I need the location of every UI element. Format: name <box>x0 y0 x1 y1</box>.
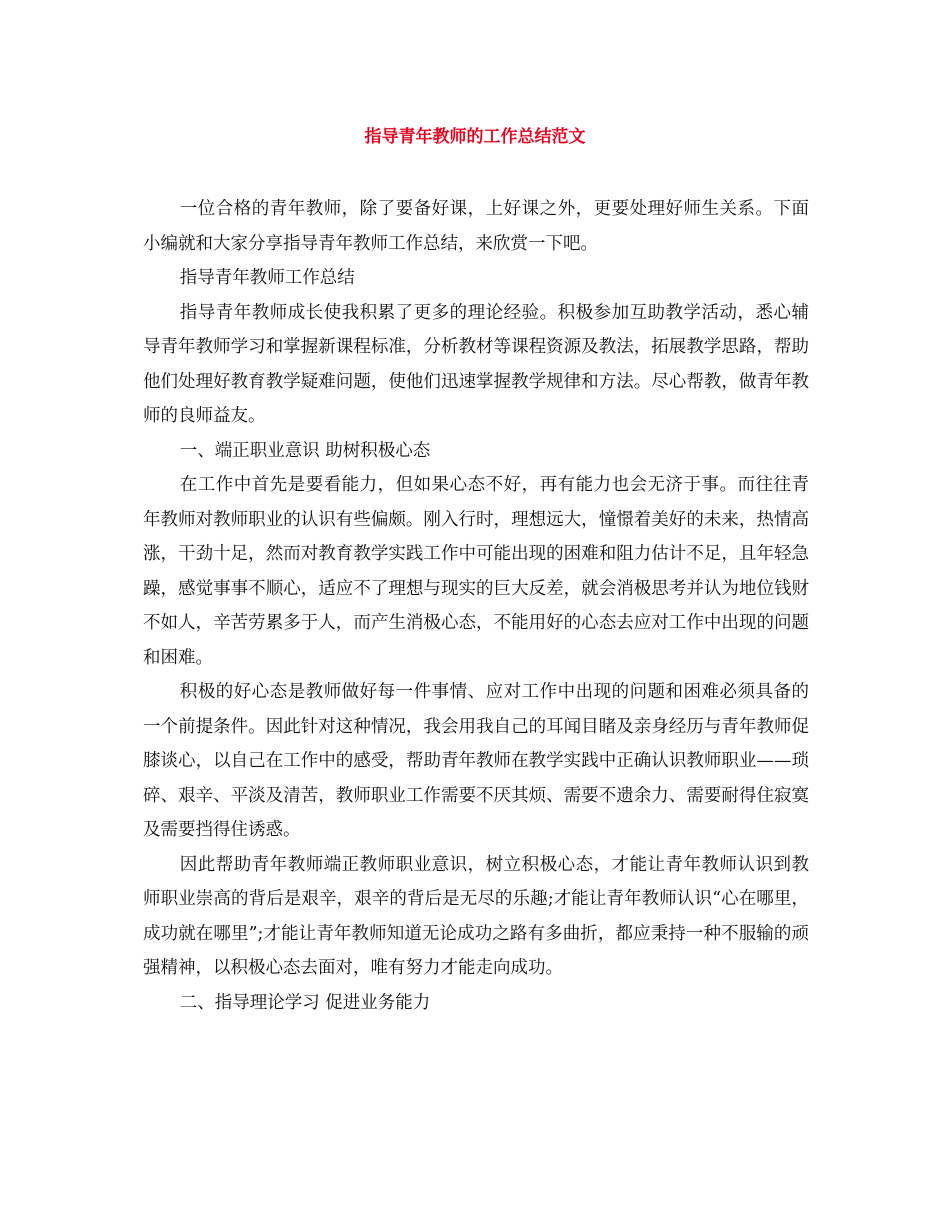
body-paragraph: 在工作中首先是要看能力，但如果心态不好，再有能力也会无济于事。而往往青年教师对教师职业的认识有些偏颇。刚入行时，理想远大，憧憬着美好的未来，热情高涨，干劲十足，然而对教育教学实践工作中可能出现的困难和阻力估计不足，且年轻急躁，感觉事事不顺心，适应不了理想与现实的巨大反差，就会消极思考并认为地位钱财不如人，辛苦劳累多于人，而产生消极心态，不能用好的心态去应对工作中出现的问题和困难。 <box>143 475 809 668</box>
section-heading: 一、端正职业意识 助树积极心态 <box>179 440 431 461</box>
body-paragraph: 指导青年教师成长使我积累了更多的理论经验。积极参加互助教学活动，悉心辅导青年教师学习和掌握新课程标准，分析教材等课程资源及教法，拓展教学思路，帮助他们处理好教育教学疑难问题，使他们迅速掌握教学规律和方法。尽心帮教，做青年教师的良师益友。 <box>143 302 809 426</box>
intro-paragraph: 一位合格的青年教师，除了要备好课，上好课之外，更要处理好师生关系。下面小编就和大家分享指导青年教师工作总结，来欣赏一下吧。 <box>143 199 809 254</box>
document-title: 指导青年教师的工作总结范文 <box>364 127 586 147</box>
body-paragraph: 因此帮助青年教师端正教师职业意识，树立积极心态，才能让青年教师认识到教师职业崇高的背后是艰辛，艰辛的背后是无尽的乐趣;才能让青年教师认识“心在哪里，成功就在哪里”;才能让青年教师知道无论成功之路有多曲折，都应秉持一种不服输的顽强精神，以积极心态去面对，唯有努力才能走向成功。 <box>143 854 809 978</box>
document-body <box>143 192 809 1020</box>
section-heading: 指导青年教师工作总结 <box>179 268 355 288</box>
body-paragraph: 积极的好心态是教师做好每一件事情、应对工作中出现的问题和困难必须具备的一个前提条件。因此针对这种情况，我会用我自己的耳闻目睹及亲身经历与青年教师促膝谈心，以自己在工作中的感受，帮助青年教师在教学实践中正确认识教师职业——琐碎、艰辛、平淡及清苦，教师职业工作需要不厌其烦、需要不遗余力、需要耐得住寂寞及需要挡得住诱惑。 <box>143 682 809 840</box>
section-heading: 二、指导理论学习 促进业务能力 <box>179 992 431 1013</box>
